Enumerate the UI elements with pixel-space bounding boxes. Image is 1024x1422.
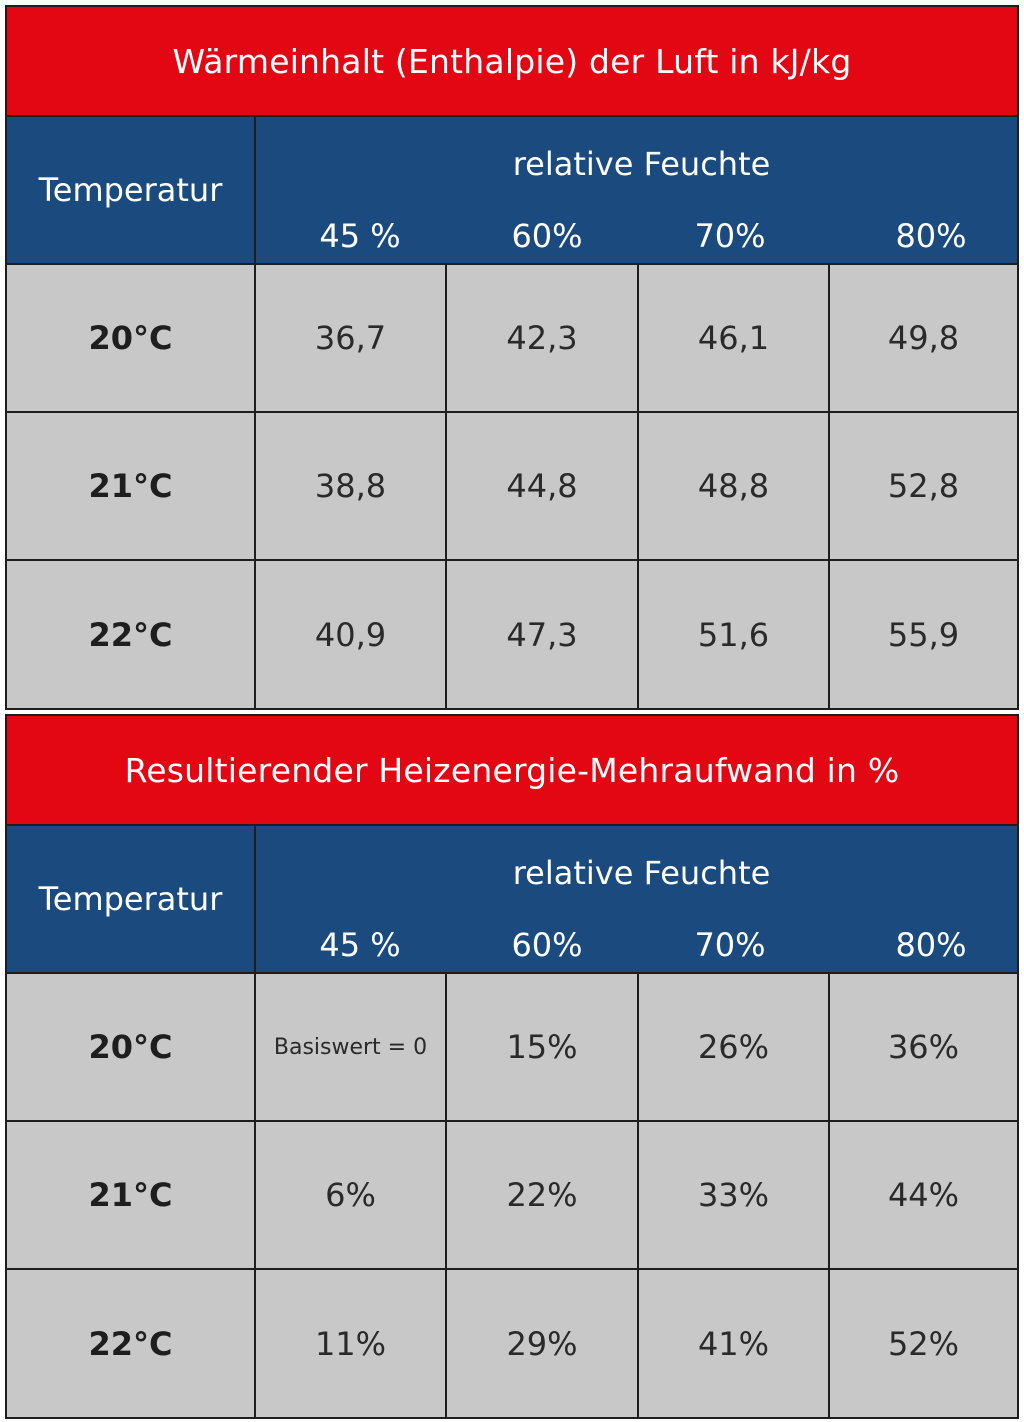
table-cell: 51,6	[639, 561, 830, 708]
table-cell: 6%	[256, 1122, 447, 1270]
humidity-column-60: 60%	[511, 217, 583, 255]
table-cell: 33%	[639, 1122, 830, 1270]
table-title: Resultierender Heizenergie-Mehraufwand in %	[7, 716, 1017, 826]
humidity-column-70: 70%	[694, 926, 766, 964]
table-body	[7, 265, 1017, 708]
humidity-header: relative Feuchte	[512, 854, 771, 892]
table-cell: 44,8	[447, 413, 639, 561]
table-cell: 15%	[447, 974, 639, 1122]
table-header	[7, 826, 1017, 974]
table-cell: 47,3	[447, 561, 639, 708]
table-cell: 26%	[639, 974, 830, 1122]
table-cell: 55,9	[887, 615, 960, 654]
table-cell: 48,8	[639, 413, 830, 561]
table-cell: 11%	[256, 1270, 447, 1417]
table-cell: 52,8	[830, 413, 1017, 561]
table-cell: 29%	[447, 1270, 639, 1417]
table-cell: 36,7	[256, 265, 447, 413]
table-cell: Basiswert = 0	[256, 974, 447, 1122]
humidity-column-70: 70%	[694, 217, 766, 255]
table-cell: 52%	[887, 1324, 960, 1363]
table-body	[7, 974, 1017, 1417]
header-divider	[254, 117, 256, 263]
table-cell: 40,9	[256, 561, 447, 708]
heating-energy-table	[5, 714, 1019, 1419]
humidity-column-60: 60%	[511, 926, 583, 964]
table-cell: 49,8	[830, 265, 1017, 413]
humidity-column-45: 45 %	[319, 217, 401, 255]
header-divider	[254, 826, 256, 972]
row-temperature: 22°C	[7, 1270, 256, 1417]
temperature-header: Temperatur	[38, 880, 223, 918]
row-temperature: 21°C	[7, 413, 256, 561]
table-cell: 22%	[447, 1122, 639, 1270]
row-temperature: 22°C	[7, 561, 256, 708]
table-cell: 44%	[830, 1122, 1017, 1270]
table-cell: 46,1	[639, 265, 830, 413]
table-header	[7, 117, 1017, 265]
table-cell: 36%	[830, 974, 1017, 1122]
row-temperature: 20°C	[7, 265, 256, 413]
row-temperature: 21°C	[7, 1122, 256, 1270]
temperature-header: Temperatur	[38, 171, 223, 209]
table-cell: 41%	[639, 1270, 830, 1417]
table-cell: 38,8	[256, 413, 447, 561]
humidity-header: relative Feuchte	[512, 145, 771, 183]
humidity-column-80: 80%	[895, 217, 967, 255]
table-cell: 42,3	[447, 265, 639, 413]
enthalpy-table	[5, 5, 1019, 710]
humidity-column-80: 80%	[895, 926, 967, 964]
humidity-column-45: 45 %	[319, 926, 401, 964]
row-temperature: 20°C	[7, 974, 256, 1122]
table-title: Wärmeinhalt (Enthalpie) der Luft in kJ/kg	[7, 7, 1017, 117]
